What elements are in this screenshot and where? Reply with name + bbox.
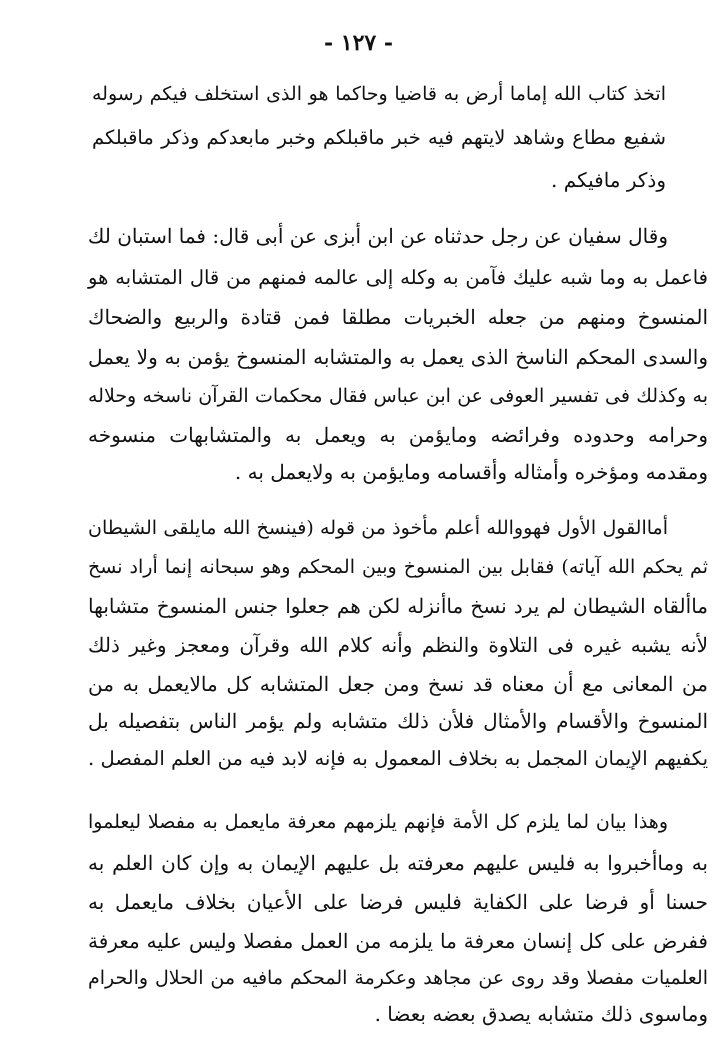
text-line: العلميات مفصلا وقد روى عن مجاهد وعكرمة المحكم مافيه من الحلال والحرام <box>88 967 708 989</box>
text-line: ففرض على كل إنسان معرفة ما يلزمه من العمل مفصلا وليس عليه معرفة <box>88 929 708 953</box>
text-line: والسدى المحكم الناسخ الذى يعمل به والمتشابه المنسوخ يؤمن به ولا يعمل <box>88 345 708 369</box>
text-line: شفيع مطاع وشاهد لايتهم فيه خبر ماقبلكم وخبر مابعدكم وذكر ماقبلكم <box>92 126 666 149</box>
text-line: فاعمل به وما شبه عليك فآمن به وكله إلى عالمه فمنهم من قال المتشابه هو <box>88 266 708 289</box>
text-line: لأنه يشبه غيره فى التلاوة والنظم وأنه كلام الله وقرآن ومعجز وغير ذلك <box>88 633 708 657</box>
text-line: وحرامه وحدوده وفرائضه ومايؤمن به ويعمل به والمتشابهات منسوخه <box>88 423 708 447</box>
text-line: به وكذلك فى تفسير العوفى عن ابن عباس فقال محكمات القرآن ناسخه وحلاله <box>88 385 708 407</box>
text-line: من المعانى مع أن معناه قد نسخ ومن جعل المتشابه كل مالايعمل به من <box>88 672 708 696</box>
text-line: به وماأخبروا به فليس عليهم معرفته بل عليهم الإيمان به وإن كان العلم به <box>88 851 708 875</box>
text-line: ثم يحكم الله آياته) فقابل بين المنسوخ وبين المحكم وهو سبحانه إنما أراد نسخ <box>88 556 708 578</box>
text-line: المنسوخ والأقسام والأمثال فلأن ذلك متشابه ولم يؤمر الناس بتفصيله بل <box>88 709 708 733</box>
text-line: يكفيهم الإيمان المجمل به بخلاف المعمول به فإنه لابد فيه من العلم المفصل . <box>88 747 708 770</box>
page-number: - ١٢٧ - <box>323 30 394 56</box>
text-line: وذكر مافيكم . <box>551 168 666 192</box>
text-line: ماألقاه الشيطان لم يرد نسخ ماأنزله لكن هم جعلوا جنس المنسوخ متشابها <box>88 594 708 618</box>
text-line: أماالقول الأول فهووالله أعلم مأخوذ من قوله (فينسخ الله مايلقى الشيطان <box>88 517 668 539</box>
text-line: وهذا بيان لما يلزم كل الأمة فإنهم يلزمهم معرفة مايعمل به مفصلا ليعلموا <box>88 811 668 833</box>
text-line: ومقدمه ومؤخره وأمثاله وأقسامه ومايؤمن به ولايعمل به . <box>234 460 708 484</box>
text-line: المنسوخ ومنهم من جعله الخبريات مطلقا فمن قتادة والربيع والضحاك <box>88 305 708 329</box>
text-line: وقال سفيان عن رجل حدثناه عن ابن أبزى عن أبى قال: فما استبان لك <box>87 224 668 248</box>
text-line: حسنا أو فرضا على الكفاية فليس فرضا على الأعيان بخلاف مايعمل به <box>88 890 708 914</box>
text-line: اتخذ كتاب الله إماما أرض به قاضيا وحاكما هو الذى استخلف فيكم رسوله <box>92 83 666 105</box>
text-line: وماسوى ذلك متشابه يصدق بعضه بعضا . <box>374 1002 708 1026</box>
